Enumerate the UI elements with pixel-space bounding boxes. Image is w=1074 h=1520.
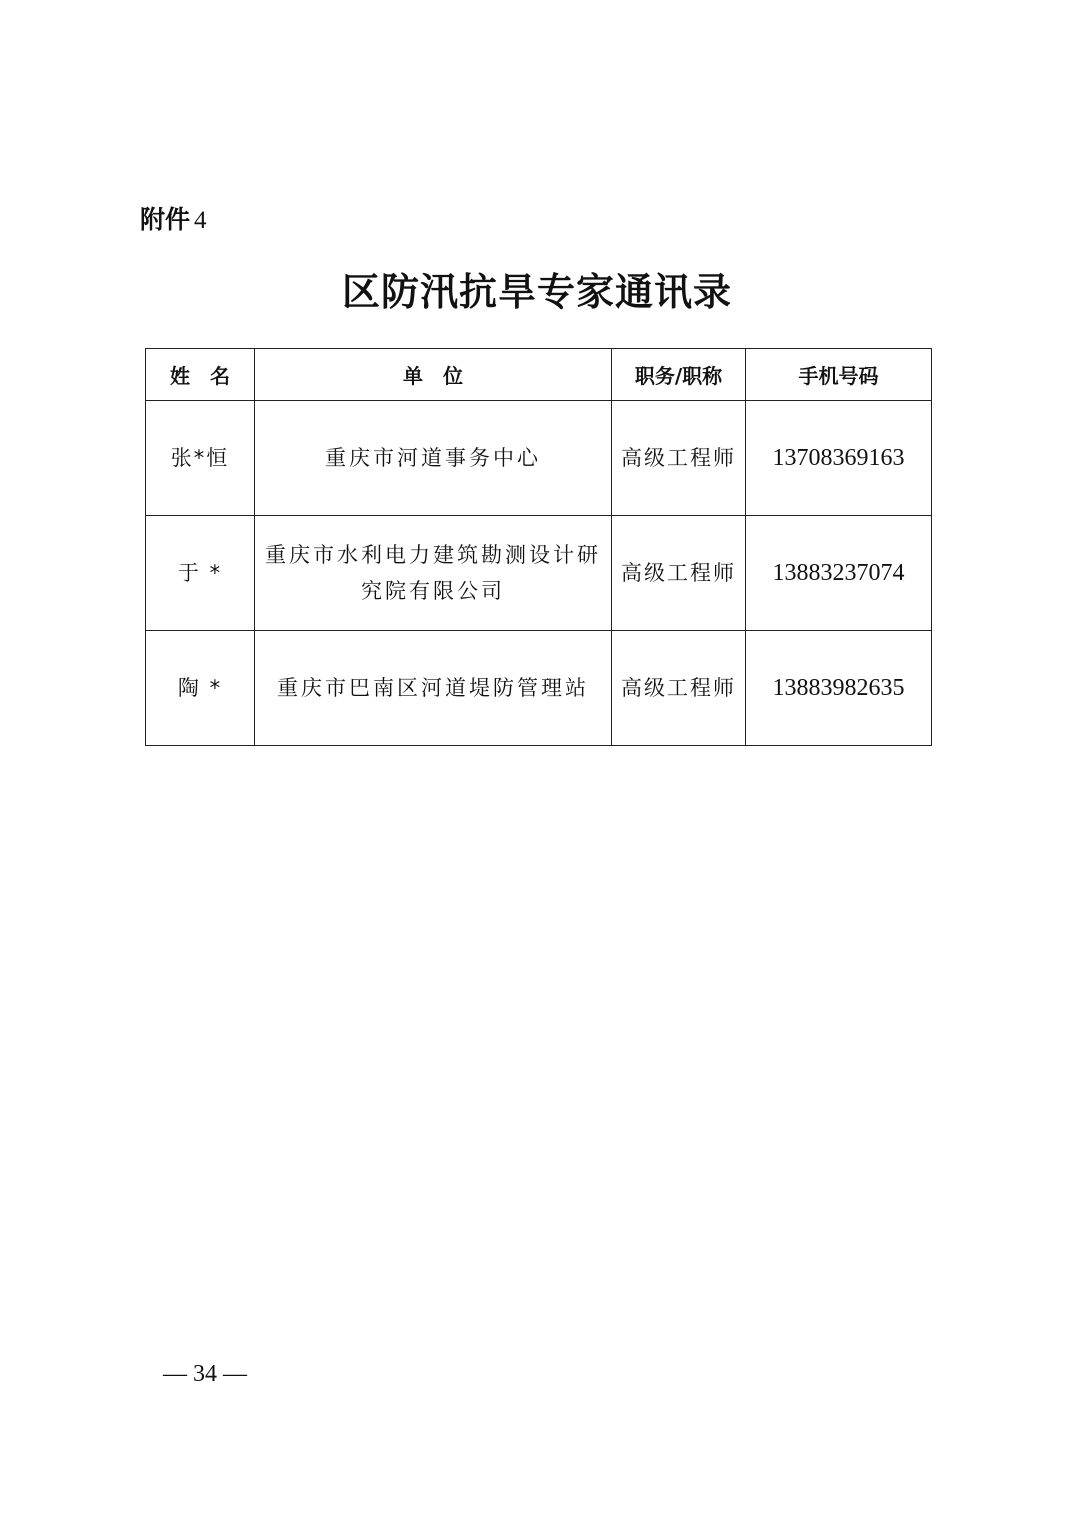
table-row <box>146 516 932 631</box>
table-row <box>146 401 932 516</box>
page-number: — 34 — <box>163 1361 247 1387</box>
table-header-row <box>146 349 932 401</box>
cell-phone: 13883237074 <box>746 516 932 631</box>
attachment-label-text: 附件 <box>140 205 191 234</box>
column-header-name: 姓 名 <box>146 349 255 401</box>
cell-name: 张*恒 <box>146 401 255 516</box>
attachment-label <box>140 202 207 239</box>
cell-unit: 重庆市巴南区河道堤防管理站 <box>255 631 612 746</box>
cell-title: 高级工程师 <box>612 516 746 631</box>
cell-title: 高级工程师 <box>612 631 746 746</box>
cell-name: 陶 * <box>146 631 255 746</box>
column-header-phone: 手机号码 <box>746 349 932 401</box>
attachment-number: 4 <box>194 207 207 234</box>
table-row <box>146 631 932 746</box>
page-title: 区防汛抗旱专家通讯录 <box>341 269 732 314</box>
column-header-unit: 单 位 <box>255 349 612 401</box>
column-header-title: 职务/职称 <box>612 349 746 401</box>
cell-phone: 13708369163 <box>746 401 932 516</box>
cell-unit: 重庆市水利电力建筑勘测设计研究院有限公司 <box>255 516 612 631</box>
cell-phone: 13883982635 <box>746 631 932 746</box>
cell-unit: 重庆市河道事务中心 <box>255 401 612 516</box>
expert-contacts-table <box>145 348 932 746</box>
cell-title: 高级工程师 <box>612 401 746 516</box>
cell-name: 于 * <box>146 516 255 631</box>
